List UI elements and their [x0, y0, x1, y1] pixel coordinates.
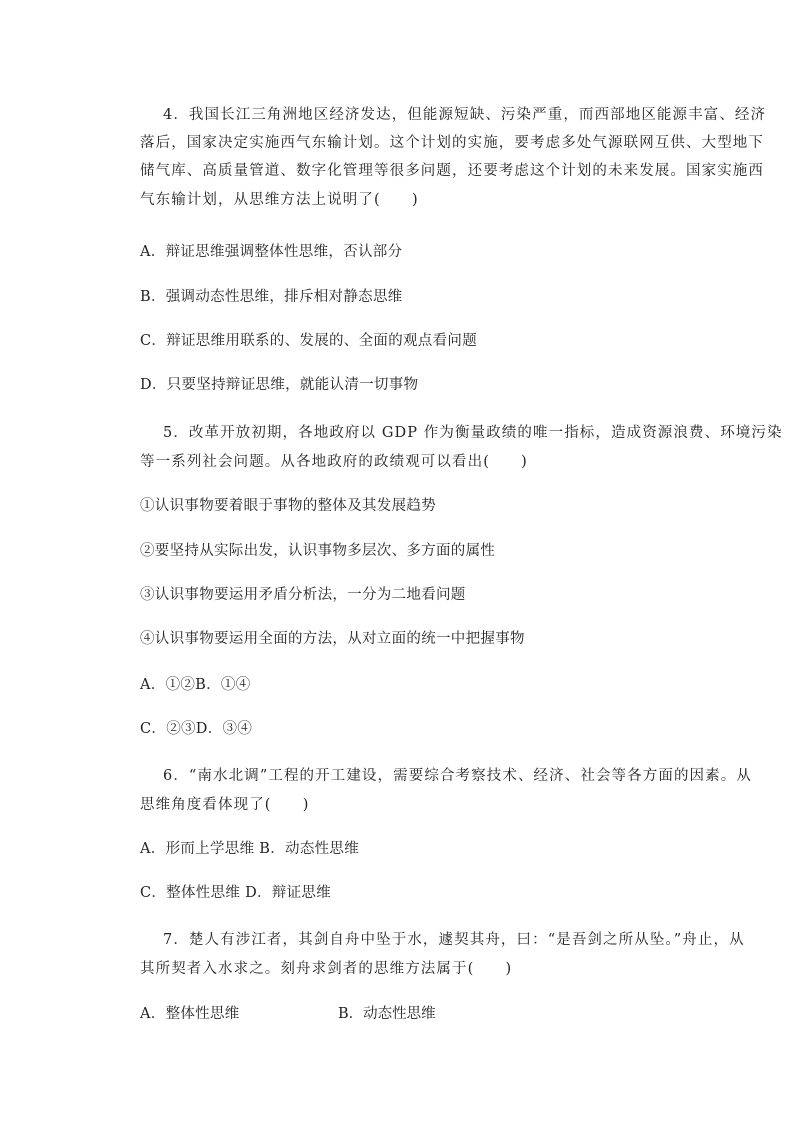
q5-statement-1: ①认识事物要着眼于事物的整体及其发展趋势: [140, 498, 436, 514]
q5-stem-line-1: 5．改革开放初期，各地政府以 GDP 作为衡量政绩的唯一指标，造成资源浪费、环境污染: [163, 425, 783, 441]
q5-statement-2: ②要坚持从实际出发，认识事物多层次、多方面的属性: [140, 543, 496, 559]
q6-options-cd: C．整体性思维 D．辩证思维: [140, 885, 332, 901]
q4-stem-line-1: 4．我国长江三角洲地区经济发达，但能源短缺、污染严重，而西部地区能源丰富、经济: [163, 107, 767, 123]
q5-statement-4: ④认识事物要运用全面的方法，从对立面的统一中把握事物: [140, 631, 525, 647]
q4-option-d: D．只要坚持辩证思维，就能认清一切事物: [140, 377, 419, 393]
q4-option-b: B．强调动态性思维，排斥相对静态思维: [140, 289, 403, 305]
q6-options-ab: A．形而上学思维 B．动态性思维: [140, 841, 360, 857]
q5-options-cd: C．②③D．③④: [140, 721, 253, 737]
q4-stem-line-2: 落后，国家决定实施西气东输计划。这个计划的实施，要考虑多处气源联网互供、大型地下: [140, 135, 764, 151]
q6-stem-line-1: 6．“南水北调”工程的开工建设，需要综合考察技术、经济、社会等各方面的因素。从: [163, 768, 752, 784]
q5-options-ab: A．①②B．①④: [140, 677, 251, 693]
q5-stem-line-2: 等一系列社会问题。从各地政府的政绩观可以看出( ): [140, 454, 528, 470]
q6-stem-line-2: 思维角度看体现了( ): [140, 797, 310, 813]
q7-option-a: A．整体性思维: [140, 1006, 240, 1022]
q4-option-a: A．辩证思维强调整体性思维，否认部分: [140, 244, 403, 260]
q7-stem-line-2: 其所契者入水求之。刻舟求剑者的思维方法属于( ): [140, 961, 513, 977]
q4-stem-line-3: 储气库、高质量管道、数字化管理等很多问题，还要考虑这个计划的未来发展。国家实施西: [140, 163, 764, 179]
q4-option-c: C．辩证思维用联系的、发展的、全面的观点看问题: [140, 333, 477, 349]
q4-stem-line-4: 气东输计划，从思维方法上说明了( ): [140, 192, 419, 208]
q7-option-b: B．动态性思维: [338, 1006, 436, 1022]
q7-stem-line-1: 7．楚人有涉江者，其剑自舟中坠于水，遽契其舟，曰：“是吾剑之所从坠。”舟止，从: [163, 932, 745, 948]
q5-statement-3: ③认识事物要运用矛盾分析法，一分为二地看问题: [140, 587, 466, 603]
